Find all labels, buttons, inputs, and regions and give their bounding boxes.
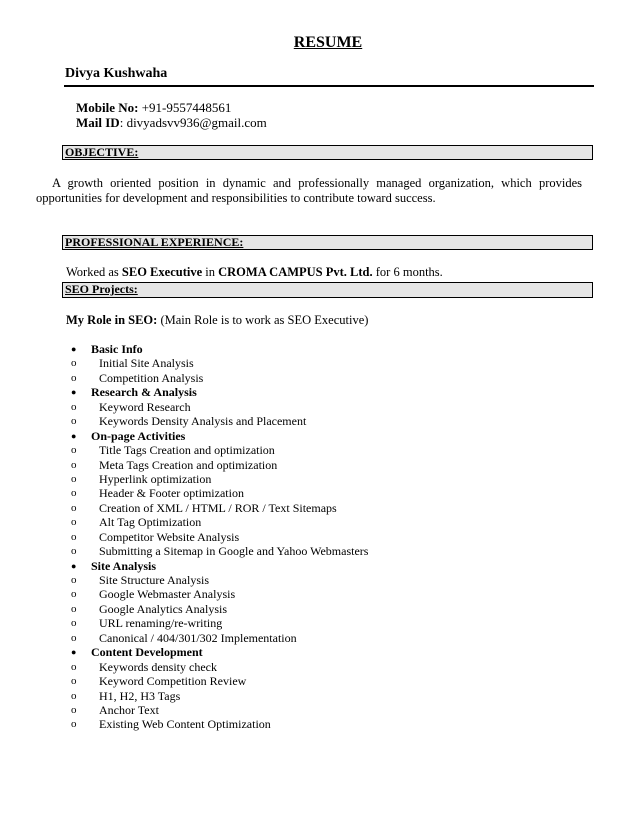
role-label: My Role in SEO: [66, 313, 158, 327]
circle-bullet-icon: o [71, 487, 77, 500]
list-item-text: Meta Tags Creation and optimization [99, 457, 278, 472]
bullet-icon: ● [71, 387, 77, 398]
circle-bullet-icon: o [71, 400, 77, 413]
list-item-text: Creation of XML / HTML / ROR / Text Sitemaps [99, 500, 337, 515]
bullet-icon: ● [71, 344, 77, 354]
bullet-icon: ● [71, 647, 77, 658]
list-item-text: Basic Info [91, 342, 143, 356]
list-item-text: Content Development [91, 645, 203, 660]
list-item-text: Anchor Text [99, 702, 159, 717]
circle-bullet-icon: o [71, 545, 77, 558]
circle-bullet-icon: o [71, 357, 77, 370]
objective-paragraph [36, 176, 582, 206]
circle-bullet-icon: o [71, 415, 77, 428]
candidate-name: Divya Kushwaha [65, 66, 168, 81]
circle-bullet-icon: o [71, 660, 77, 673]
seo-projects-heading: SEO Projects: [65, 282, 138, 296]
list-item-text: Alt Tag Optimization [99, 515, 202, 530]
list-item-text: Competition Analysis [99, 370, 204, 385]
objective-heading-bar [62, 145, 593, 160]
list-item-text: Hyperlink optimization [99, 471, 212, 486]
circle-bullet-icon: o [71, 574, 77, 586]
mobile-label: Mobile No: [76, 100, 139, 115]
list-item-text: Header & Footer optimization [99, 486, 244, 501]
role-line [66, 313, 368, 328]
list-item-text: Initial Site Analysis [99, 356, 194, 371]
circle-bullet-icon: o [71, 501, 77, 514]
mail-line [76, 115, 267, 131]
role-text: (Main Role is to work as SEO Executive) [157, 313, 369, 327]
list-item-text: Site Analysis [91, 558, 157, 573]
circle-bullet-icon: o [71, 631, 77, 644]
list-item-text: Google Webmaster Analysis [99, 587, 236, 602]
circle-bullet-icon: o [71, 458, 77, 471]
circle-bullet-icon: o [71, 703, 77, 716]
list-item-text: On-page Activities [91, 428, 186, 443]
list-item-text: Keywords density check [99, 659, 217, 674]
list-item-text: URL renaming/re-writing [99, 616, 223, 631]
mail-label: Mail ID [76, 115, 120, 130]
bullet-icon: ● [71, 560, 77, 571]
worked-prefix: Worked as [66, 265, 122, 279]
mail-value: : divyadsvv936@gmail.com [119, 115, 267, 130]
list-item-text: Submitting a Sitemap in Google and Yahoo Webmasters [99, 544, 369, 559]
experience-heading: PROFESSIONAL EXPERIENCE: [65, 235, 244, 249]
list-item-text: Research & Analysis [91, 385, 197, 400]
list-item-text: Existing Web Content Optimization [99, 717, 271, 732]
document-title: RESUME [293, 34, 363, 51]
list-item-text: Keywords Density Analysis and Placement [99, 414, 307, 429]
list-item-text: Canonical / 404/301/302 Implementation [99, 630, 297, 645]
name-underline-rule [64, 85, 594, 87]
objective-heading: OBJECTIVE: [65, 145, 139, 159]
circle-bullet-icon: o [71, 689, 77, 702]
list-item-text: Title Tags Creation and optimization [99, 443, 275, 458]
circle-bullet-icon: o [71, 617, 77, 630]
circle-bullet-icon: o [71, 371, 77, 384]
circle-bullet-icon: o [71, 516, 77, 529]
list-item-text: Site Structure Analysis [99, 573, 209, 587]
circle-bullet-icon: o [71, 530, 77, 543]
circle-bullet-icon: o [71, 472, 77, 485]
bullet-icon: ● [71, 430, 77, 441]
mobile-line [76, 100, 231, 116]
list-item-text: H1, H2, H3 Tags [99, 688, 181, 703]
circle-bullet-icon: o [71, 588, 77, 601]
company-name: CROMA CAMPUS Pvt. Ltd. [218, 265, 373, 279]
circle-bullet-icon: o [71, 602, 77, 615]
experience-heading-bar [62, 235, 593, 250]
mobile-value: +91-9557448561 [138, 100, 232, 115]
list-item-text: Competitor Website Analysis [99, 529, 240, 544]
circle-bullet-icon: o [71, 718, 77, 731]
list-item-text: Keyword Competition Review [99, 674, 247, 689]
worked-mid: in [202, 265, 219, 279]
list-item-text: Google Analytics Analysis [99, 601, 227, 616]
job-position: SEO Executive [121, 265, 203, 279]
objective-text: A growth oriented position in dynamic and professionally managed organization, which provides opportunities for development and responsibilities to contribute toward success. [36, 176, 582, 205]
circle-bullet-icon: o [71, 675, 77, 688]
worked-suffix: for 6 months. [372, 265, 443, 279]
list-item-text: Keyword Research [99, 399, 191, 414]
work-summary [66, 265, 443, 280]
seo-projects-heading-bar [62, 282, 593, 298]
circle-bullet-icon: o [71, 444, 77, 457]
